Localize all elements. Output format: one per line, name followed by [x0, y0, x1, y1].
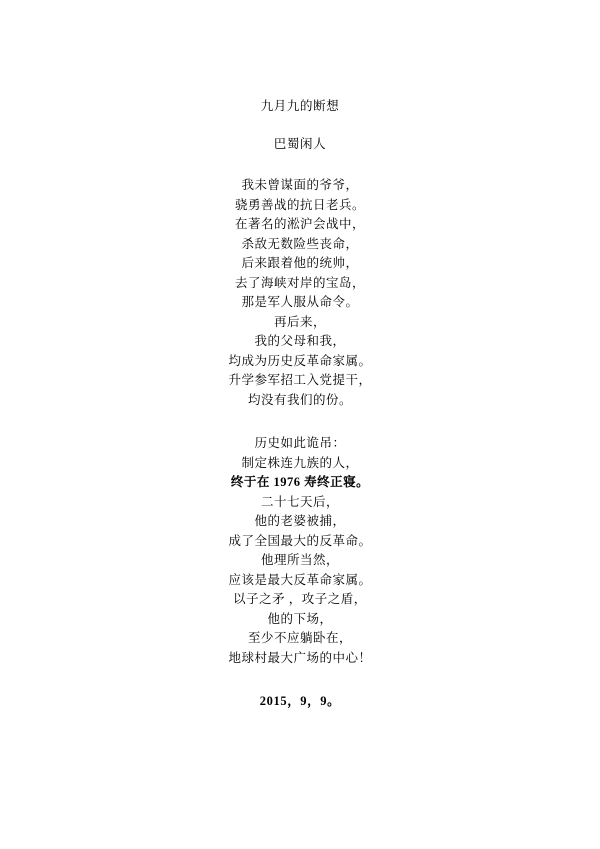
poem-line: 地球村最大广场的中心！	[228, 650, 372, 665]
poem-title: 九月九的断想	[260, 99, 340, 113]
poem-line: 杀敌无数险些丧命，	[241, 236, 359, 251]
poem-line: 后来跟着他的统帅，	[241, 256, 359, 270]
poem-stanza-2	[0, 434, 600, 668]
poem-line: 他的老婆被捕，	[254, 514, 346, 528]
poem-author: 巴蜀闲人	[273, 137, 327, 151]
poem-line: 以子之矛 ，攻子之盾，	[233, 592, 367, 606]
poem-line: 我未曾谋面的爷爷，	[241, 178, 359, 192]
poem-line: 他理所当然，	[260, 553, 339, 567]
poem-line: 终于在 1976 寿终正寝。	[230, 475, 370, 489]
poem-line: 在著名的淞沪会战中，	[234, 217, 365, 231]
poem-line: 均成为历史反革命家属。	[228, 353, 372, 368]
poem-line: 成了全国最大的反革命。	[228, 533, 372, 548]
poem-line: 去了海峡对岸的宝岛，	[234, 275, 365, 290]
poem-line: 升学参军招工入党提干，	[228, 373, 372, 387]
poem-line: 再后来，	[273, 314, 326, 329]
poem-body	[0, 96, 600, 712]
poem-line: 骁勇善战的抗日老兵。	[234, 197, 365, 212]
poem-line: 至少不应躺卧在，	[247, 631, 352, 645]
poem-date: 2015，9，9。	[259, 694, 341, 708]
poem-line: 二十七天后，	[260, 494, 339, 509]
poem-stanza-1	[0, 176, 600, 410]
poem-line: 制定株连九族的人，	[241, 455, 359, 470]
poem-line: 他的下场，	[267, 611, 333, 626]
poem-line: 那是军人服从命令。	[241, 295, 359, 309]
poem-line: 均没有我们的份。	[247, 392, 352, 407]
poem-line: 应该是最大反革命家属。	[228, 572, 372, 587]
poem-line: 历史如此诡吊：	[254, 436, 346, 450]
poem-line: 我的父母和我，	[254, 334, 346, 348]
